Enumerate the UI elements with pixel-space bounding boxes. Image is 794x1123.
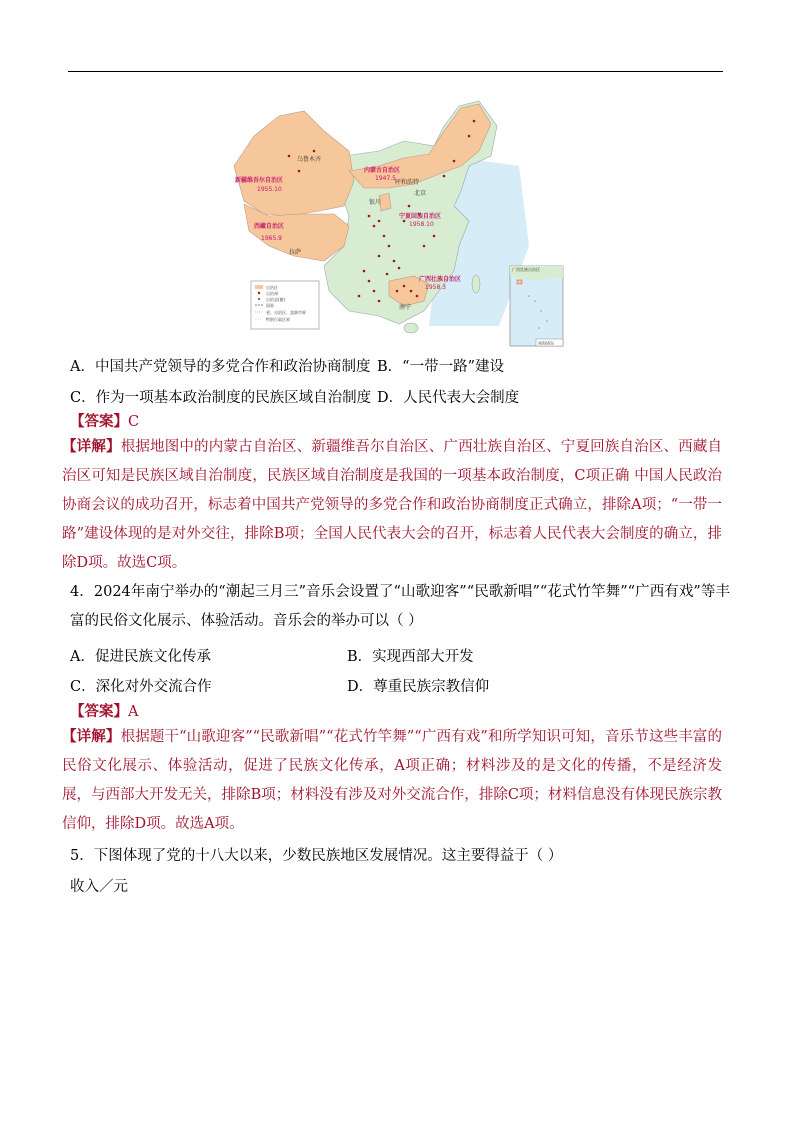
- map-label-inner-mongolia: 内蒙古自治区: [364, 167, 401, 174]
- answer-tag: 【答案】: [70, 703, 128, 720]
- q4-option-d: D．尊重民族宗教信仰: [347, 679, 490, 695]
- map-label-tibet-year: 1965.9: [261, 235, 282, 242]
- map-label-lhasa: 拉萨: [289, 249, 302, 256]
- q3-option-a: A．中国共产党领导的多党合作和政治协商制度: [70, 359, 371, 375]
- q4-answer: A: [128, 704, 139, 720]
- answer-tag: 【答案】: [70, 413, 128, 430]
- hainan-island: [404, 323, 418, 333]
- q3-answer: C: [128, 414, 140, 430]
- q4-stem: 4．2024年南宁举办的“潮起三月三”音乐会设置了“山歌迎客”“民歌新唱”“花式竹竿舞”“广西有戏”等丰富的民俗文化展示、体验活动。音乐会的举办可以（ ）: [70, 584, 730, 629]
- q5-stem: 5．下图体现了党的十八大以来，少数民族地区发展情况。这主要得益于（ ）: [70, 848, 563, 864]
- map-label-ningxia-year: 1958.10: [409, 221, 434, 228]
- q4-option-a: A．促进民族文化传承: [70, 649, 211, 665]
- q3-option-c: C．作为一项基本政治制度的民族区域自治制度: [70, 390, 372, 406]
- q4-detail: [62, 722, 722, 839]
- map-label-yinchuan: 银川: [369, 199, 382, 206]
- legend-provincial-border: 省、自治区、直辖市界: [266, 310, 306, 315]
- map-label-nanning: 南宁: [399, 304, 412, 311]
- china-autonomous-regions-map: [229, 96, 569, 348]
- legend-autonomous-county: 自治县(旗): [266, 297, 286, 302]
- q5-chart-label: 收入／元: [70, 879, 128, 895]
- header-rule: [68, 71, 723, 72]
- inset-label-top: 广西壮族自治区: [512, 267, 540, 272]
- q4-option-b: B．实现西部大开发: [347, 649, 474, 665]
- map-label-tibet: 西藏自治区: [254, 223, 285, 230]
- inset-label-south-china-sea-islands: 南海诸岛: [538, 340, 554, 346]
- map-label-hohhot: 呼和浩特: [395, 179, 420, 186]
- map-label-ningxia: 宁夏回族自治区: [399, 213, 442, 220]
- map-label-xinjiang: 新疆维吾尔自治区: [235, 177, 284, 184]
- map-label-urumqi: 乌鲁木齐: [297, 156, 322, 163]
- map-label-xinjiang-year: 1955.10: [257, 186, 282, 193]
- legend-national-border: 国界: [266, 303, 274, 308]
- map-label-guangxi-year: 1958.3: [425, 284, 446, 291]
- map-label-beijing: 北京: [414, 190, 427, 197]
- map-label-guangxi: 广西壮族自治区: [419, 276, 462, 283]
- detail-tag: 【详解】: [62, 438, 121, 455]
- taiwan-island: [472, 275, 480, 293]
- q3-option-b: B．“一带一路”建设: [377, 359, 504, 375]
- south-china-sea-inset: [510, 266, 563, 346]
- q3-answer-line: [70, 412, 139, 432]
- legend-sar-border: 特别行政区界: [266, 317, 290, 322]
- q3-detail-text: 根据地图中的内蒙古自治区、新疆维吾尔自治区、广西壮族自治区、宁夏回族自治区、西藏自治区可知是民族区域自治制度，民族区域自治制度是我国的一项基本政治制度，C项正确 中国人民政治协商会议的成功召开，标志着中国共产党领导的多党合作和政治协商制度正式确立，排除A项；“一带一路”建设体现的是对外交往，排除B项；全国人民代表大会的召开，标志着人民代表大会制度的确立，排除D项。故选C项。: [62, 439, 723, 571]
- detail-tag: 【详解】: [62, 728, 121, 745]
- map-label-inner-mongolia-year: 1947.5: [375, 175, 396, 182]
- q4-answer-line: [70, 702, 138, 722]
- map-legend: [251, 281, 319, 329]
- q3-option-d: D．人民代表大会制度: [377, 390, 520, 406]
- legend-autonomous-prefecture: 自治州: [266, 291, 278, 296]
- q3-detail: [62, 432, 722, 578]
- legend-autonomous-region: 自治区: [266, 285, 278, 290]
- q4-detail-text: 根据题干“山歌迎客”“民歌新唱”“花式竹竿舞”“广西有戏”和所学知识可知，音乐节这些丰富的民俗文化展示、体验活动，促进了民族文化传承，A项正确；材料涉及的是文化的传播，不是经济发展，与西部大开发无关，排除B项；材料没有涉及对外交流合作，排除C项；材料信息没有体现民族宗教信仰，排除D项。故选A项。: [62, 729, 722, 832]
- q4-option-c: C．深化对外交流合作: [70, 679, 212, 695]
